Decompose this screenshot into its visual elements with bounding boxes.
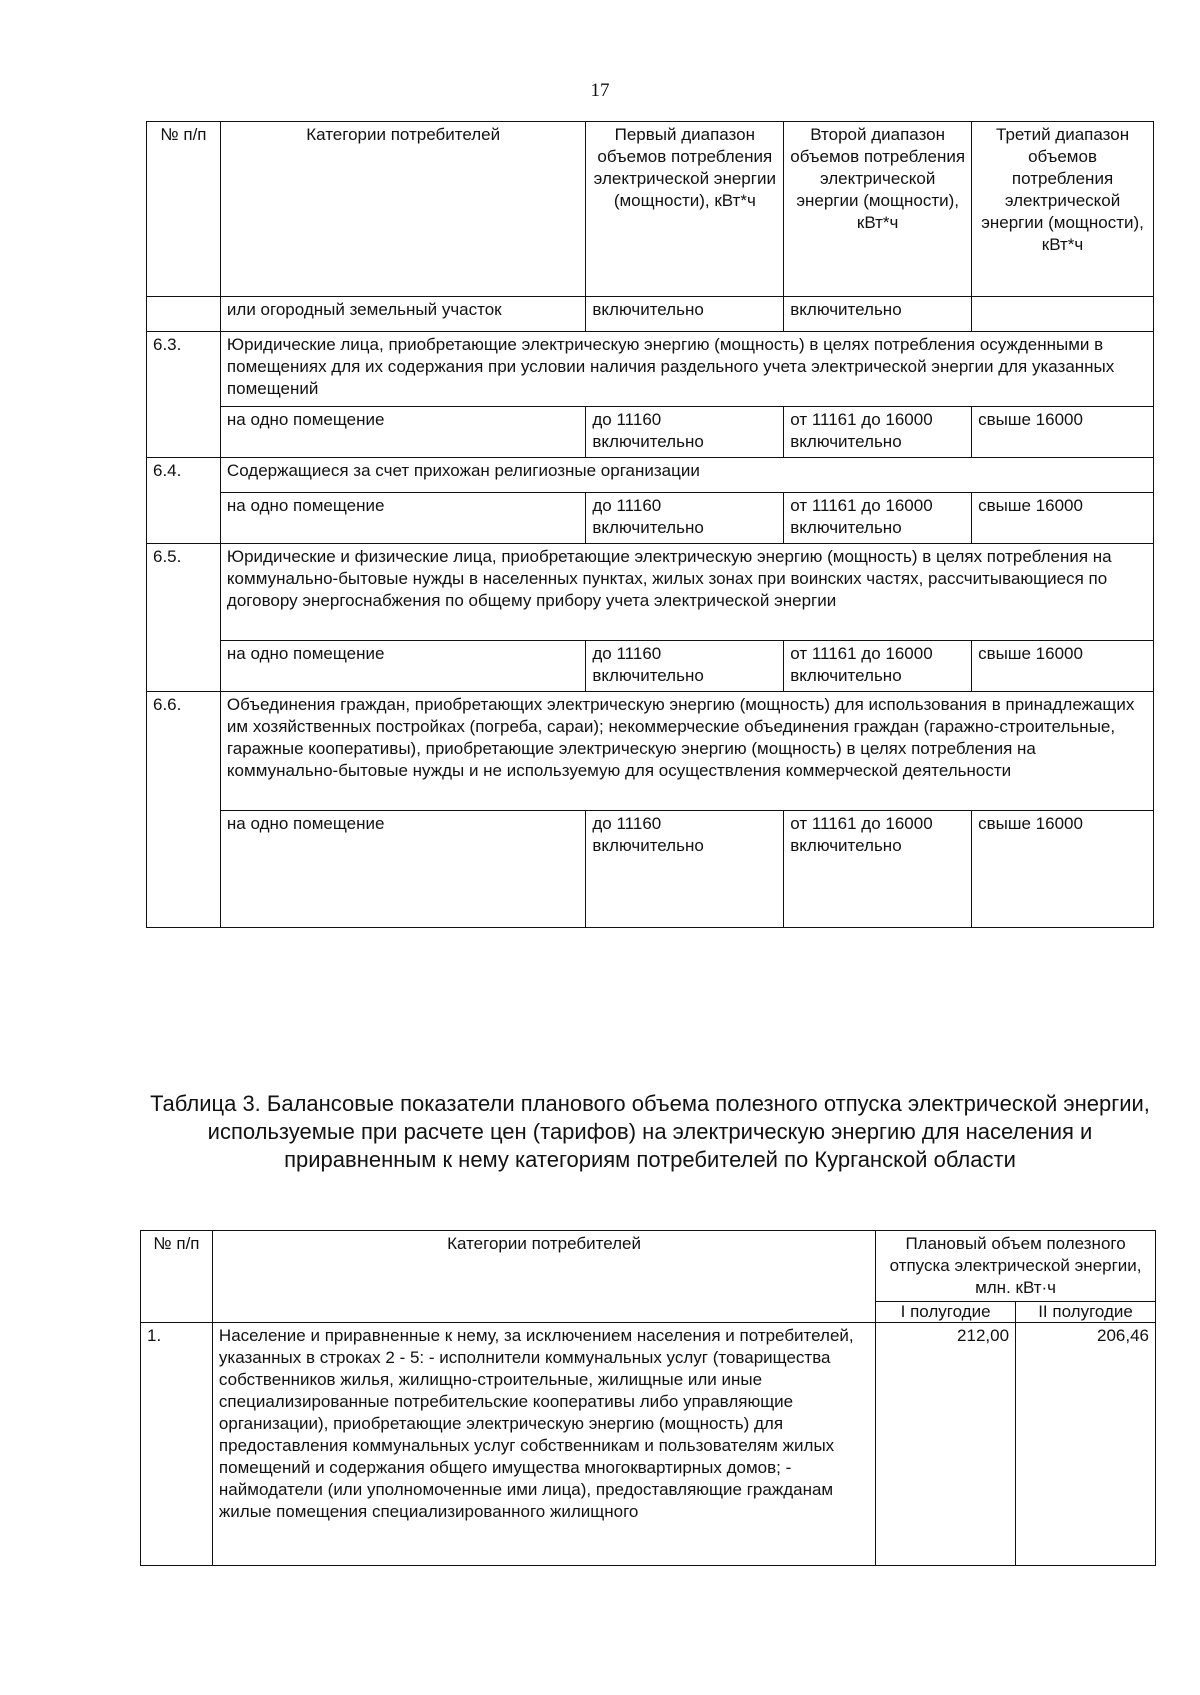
header-half1: I полугодие xyxy=(876,1302,1016,1323)
section-range1: до 11160 включительно xyxy=(586,641,784,692)
section-range2: от 11161 до 16000 включительно xyxy=(784,641,972,692)
header-half2: II полугодие xyxy=(1016,1302,1156,1323)
header-volume: Плановый объем полезного отпуска электрической энергии, млн. кВт·ч xyxy=(876,1231,1156,1302)
page-number: 17 xyxy=(590,80,610,101)
section-range1: до 11160 включительно xyxy=(586,811,784,928)
section-6-3-title-row xyxy=(147,332,1154,407)
section-title: Юридические лица, приобретающие электрическую энергию (мощность) в целях потребления осужденными в помещениях для их содержания при условии наличия раздельного учета электрической энергии для указанных помещений xyxy=(220,332,1153,407)
table3-title: Таблица 3. Балансовые показатели планового объема полезного отпуска электрической энергии, используемые при расчете цен (тарифов) на электрическую энергию для населения и приравненным к нему категориям потребителей по Курганской области xyxy=(150,1091,1150,1172)
table-row xyxy=(141,1323,1156,1566)
section-title: Юридические и физические лица, приобретающие электрическую энергию (мощность) в целях потребления на коммунально-бытовые нужды в населенных пунктах, жилых зонах при воинских частях, рассчитывающиеся по договору энергоснабжения по общему прибору учета электрической энергии xyxy=(220,544,1153,641)
section-6-5-title-row xyxy=(147,544,1154,641)
table-header-row xyxy=(147,122,1154,297)
section-6-6-title-row xyxy=(147,692,1154,811)
row-category: Население и приравненные к нему, за исключением населения и потребителей, указанных в строках 2 - 5: - исполнители коммунальных услуг (товарищества собственников жилья, жилищно-строительные, жилищные или иные специализированные потребительские кооперативы либо управляющие организации), приобретающие электрическую энергию (мощность) для предоставления коммунальных услуг собственникам и пользователям жилых помещений и содержания общего имущества многоквартирных домов; - наймодатели (или уполномоченные ими лица), предоставляющие гражданам жилые помещения специализированного жилищного xyxy=(212,1323,875,1566)
section-unit: на одно помещение xyxy=(220,493,585,544)
header-num: № п/п xyxy=(141,1231,213,1323)
section-title: Объединения граждан, приобретающих электрическую энергию (мощность) для использования в принадлежащих им хозяйственных постройках (погреба, сараи); некоммерческие объединения граждан (гаражно-строительные, гаражные кооперативы), приобретающие электрическую энергию (мощность) в целях потребления на коммунально-бытовые нужды и не используемую для осуществления коммерческой деятельности xyxy=(220,692,1153,811)
section-6-3-values-row xyxy=(147,407,1154,458)
row-half2: 206,46 xyxy=(1016,1323,1156,1566)
header-num: № п/п xyxy=(147,122,221,297)
section-6-5-values-row xyxy=(147,641,1154,692)
section-unit: на одно помещение xyxy=(220,407,585,458)
section-6-4-values-row xyxy=(147,493,1154,544)
section-unit: на одно помещение xyxy=(220,641,585,692)
row-half1: 212,00 xyxy=(876,1323,1016,1566)
section-range3: свыше 16000 xyxy=(972,407,1154,458)
header-range3: Третий диапазон объемов потребления электрической энергии (мощности), кВт*ч xyxy=(972,122,1154,297)
row-num xyxy=(147,297,221,332)
header-range1: Первый диапазон объемов потребления электрической энергии (мощности), кВт*ч xyxy=(586,122,784,297)
section-range3: свыше 16000 xyxy=(972,641,1154,692)
section-num: 6.4. xyxy=(147,458,221,544)
section-range2: от 11161 до 16000 включительно xyxy=(784,493,972,544)
section-num: 6.5. xyxy=(147,544,221,692)
section-range2: от 11161 до 16000 включительно xyxy=(784,407,972,458)
section-range2: от 11161 до 16000 включительно xyxy=(784,811,972,928)
row-category: или огородный земельный участок xyxy=(220,297,585,332)
row-range1: включительно xyxy=(586,297,784,332)
row-range2: включительно xyxy=(784,297,972,332)
balance-indicators-table xyxy=(140,1230,1156,1566)
section-num: 6.6. xyxy=(147,692,221,928)
header-category: Категории потребителей xyxy=(220,122,585,297)
section-6-6-values-row xyxy=(147,811,1154,928)
section-title: Содержащиеся за счет прихожан религиозные организации xyxy=(220,458,1153,493)
section-range1: до 11160 включительно xyxy=(586,407,784,458)
row-num: 1. xyxy=(141,1323,213,1566)
section-6-4-title-row xyxy=(147,458,1154,493)
section-range1: до 11160 включительно xyxy=(586,493,784,544)
section-range3: свыше 16000 xyxy=(972,493,1154,544)
row-range3 xyxy=(972,297,1154,332)
table-row xyxy=(147,297,1154,332)
table-header-row xyxy=(141,1231,1156,1302)
section-range3: свыше 16000 xyxy=(972,811,1154,928)
section-unit: на одно помещение xyxy=(220,811,585,928)
section-num: 6.3. xyxy=(147,332,221,458)
consumption-ranges-table xyxy=(146,121,1154,928)
header-category: Категории потребителей xyxy=(212,1231,875,1323)
header-range2: Второй диапазон объемов потребления электрической энергии (мощности), кВт*ч xyxy=(784,122,972,297)
